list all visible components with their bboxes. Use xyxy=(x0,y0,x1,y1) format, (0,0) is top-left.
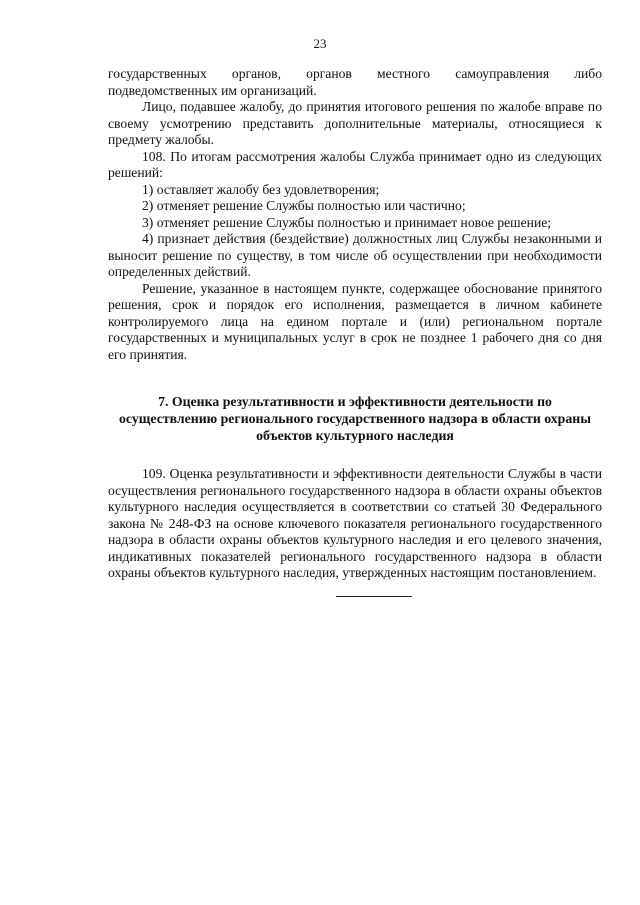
document-body xyxy=(108,66,602,597)
list-item-1: 1) оставляет жалобу без удовлетворения; xyxy=(142,181,380,197)
end-divider xyxy=(336,596,412,597)
paragraph-109: 109. Оценка результативности и эффективности деятельности Службы в части осуществления регионального государственного надзора в области охраны объектов культурного наследия осуществляется в соответствии со статьей 30 Федерального закона № 248-ФЗ на основе ключевого показателя регионального государственного надзора в области охраны объектов культурного наследия и его целевого значения, индикативных показателей регионального государственного надзора в области охраны объектов культурного наследия, утвержденных настоящим постановлением. xyxy=(108,466,602,580)
paragraph-complaint-materials: Лицо, подавшее жалобу, до принятия итогового решения по жалобе вправе по своему усмотрению представить дополнительные материалы, относящиеся к предмету жалобы. xyxy=(108,99,602,147)
paragraph-108: 108. По итогам рассмотрения жалобы Служба принимает одно из следующих решений: xyxy=(108,148,602,180)
section-heading: 7. Оценка результативности и эффективности деятельности по осуществлению регионального государственного надзора в области охраны объектов культурного наследия xyxy=(119,394,591,443)
page-number: 23 xyxy=(313,36,327,51)
list-item-3: 3) отменяет решение Службы полностью и принимает новое решение; xyxy=(142,214,552,230)
paragraph-continuation: государственных органов, органов местного самоуправления либо подведомственных им организаций. xyxy=(108,66,602,98)
paragraph-decision-publication: Решение, указанное в настоящем пункте, содержащее обоснование принятого решения, срок и порядок его исполнения, размещается в личном кабинете контролируемого лица на едином портале и (или) региональном портале государственных и муниципальных услуг в срок не позднее 1 рабочего дня со дня его принятия. xyxy=(108,280,602,362)
list-item-2: 2) отменяет решение Службы полностью или частично; xyxy=(142,198,466,213)
list-item-4: 4) признает действия (бездействие) должностных лиц Службы незаконными и выносит решение по существу, в том числе об осуществлении при необходимости определенных действий. xyxy=(108,231,602,279)
